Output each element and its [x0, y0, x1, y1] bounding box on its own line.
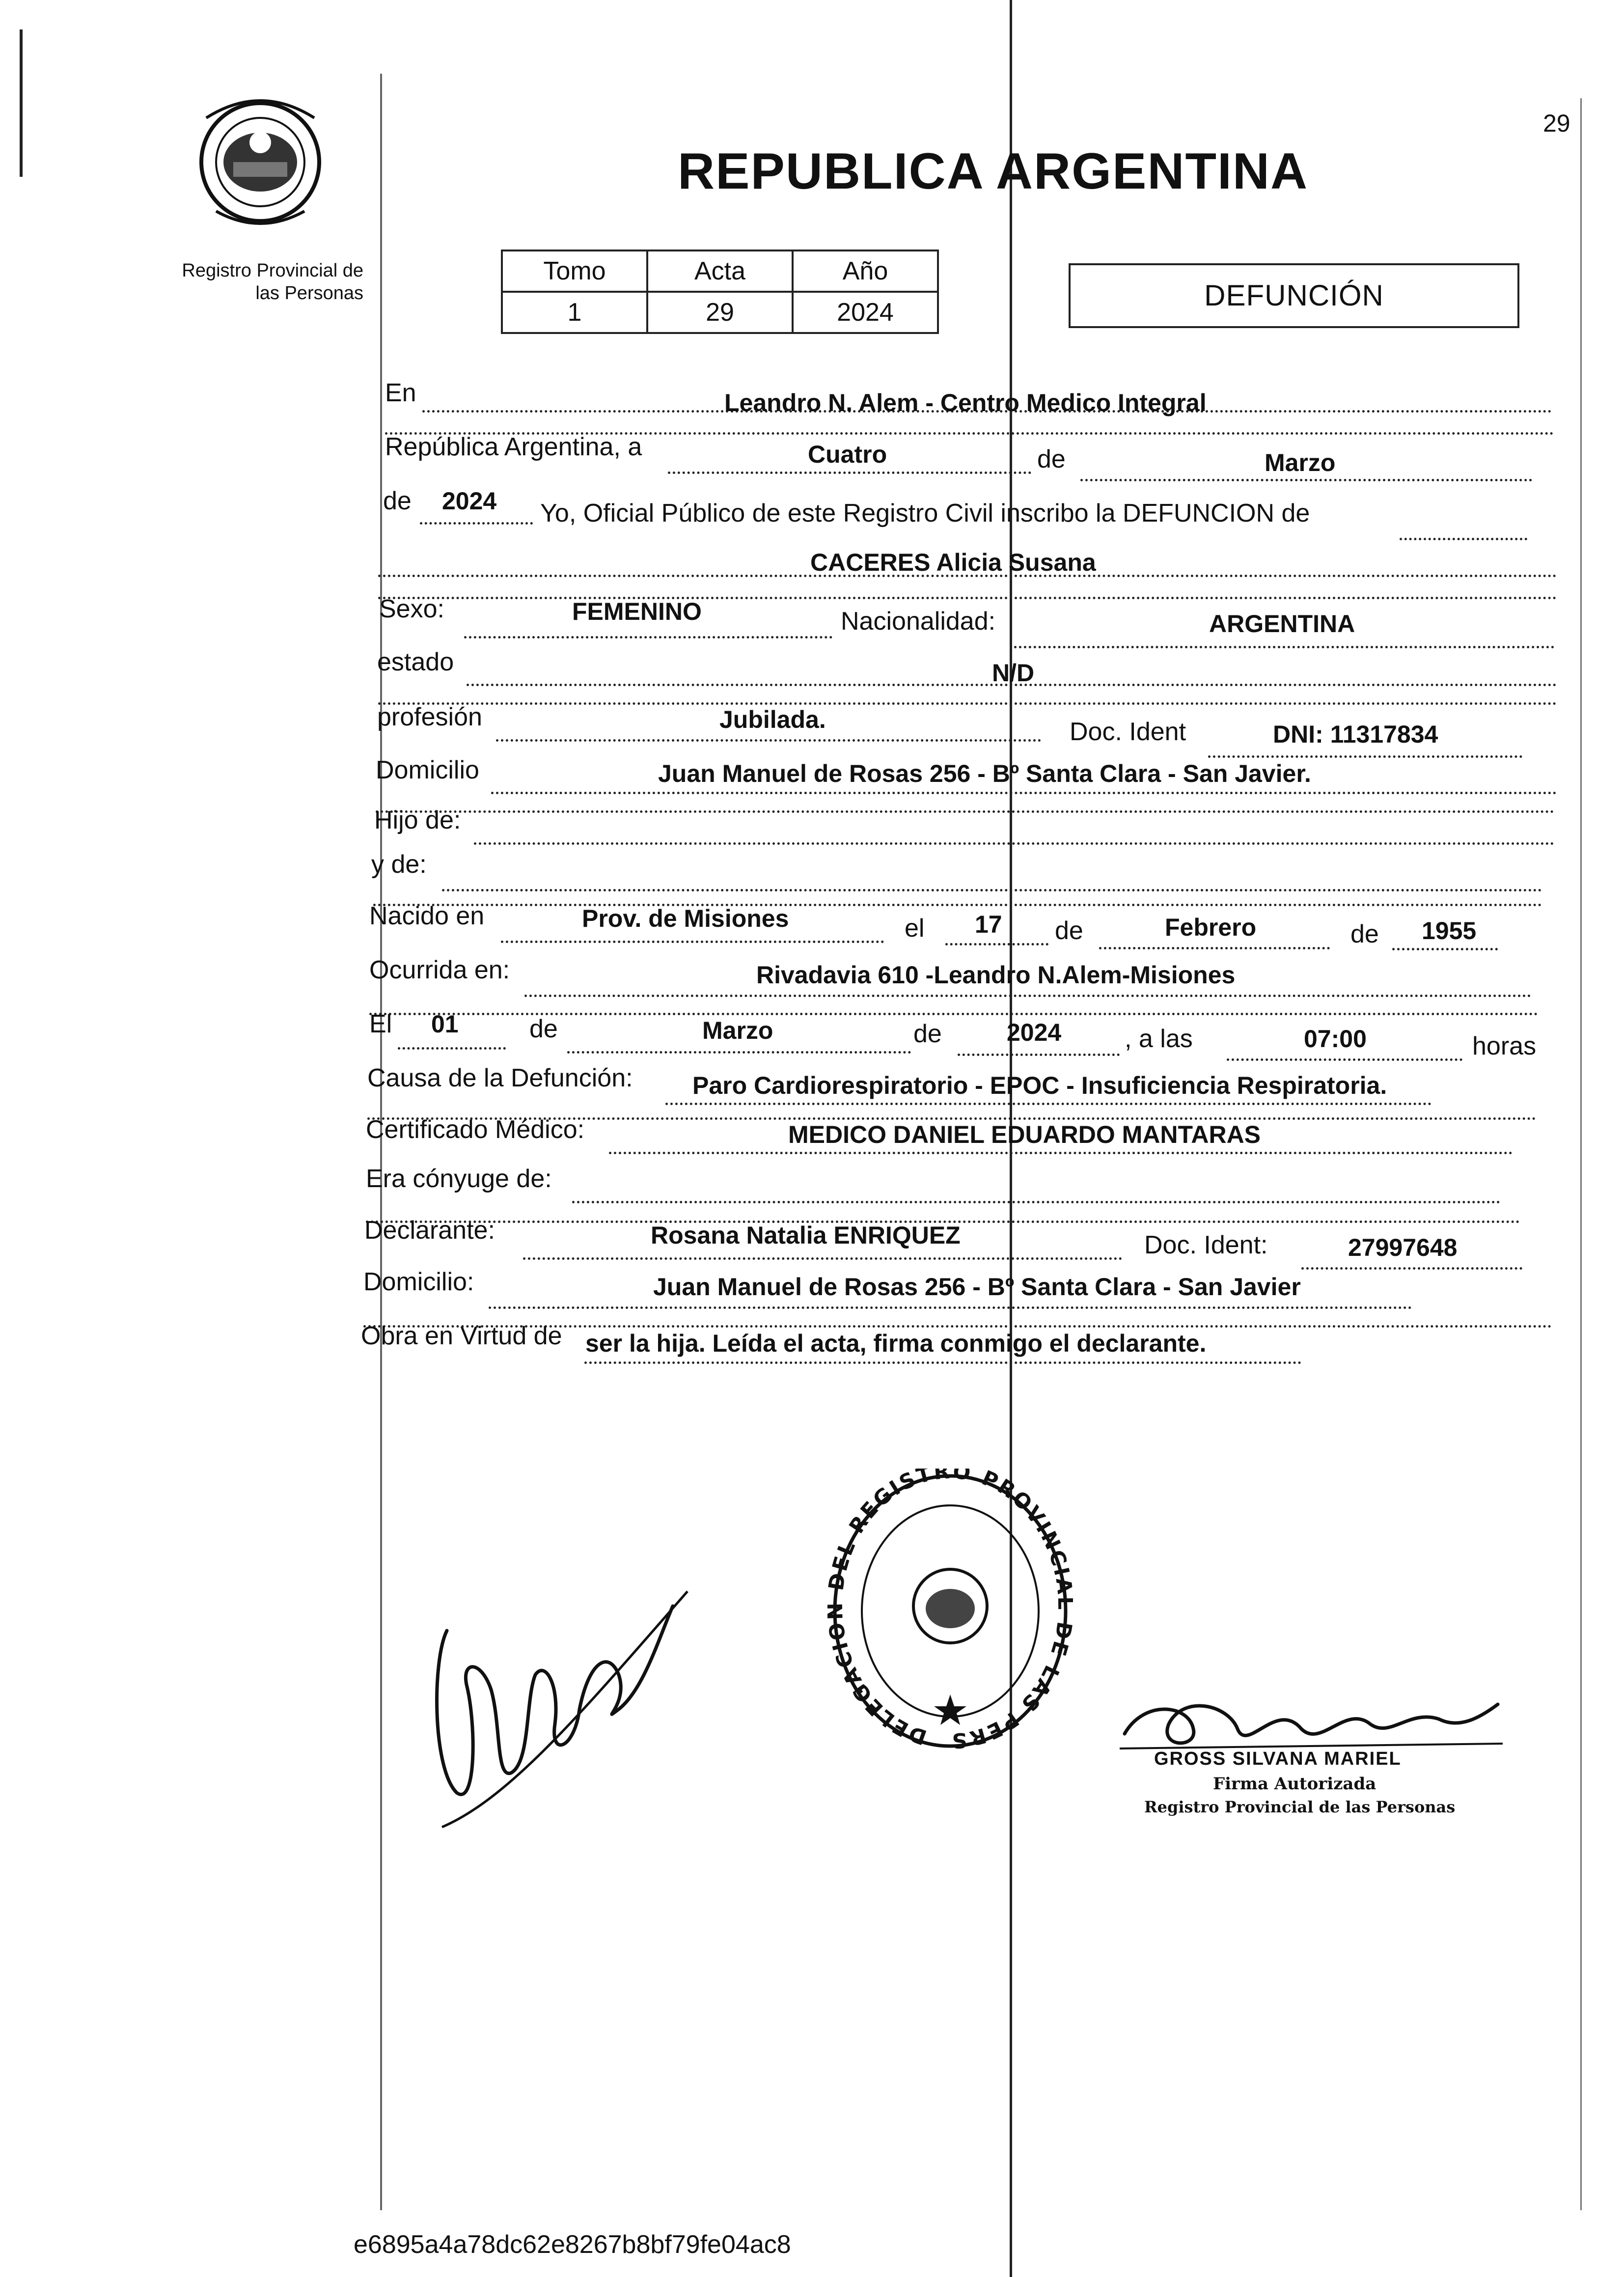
- certificado-value: MEDICO DANIEL EDUARDO MANTARAS: [788, 1121, 1261, 1148]
- de-label-4: de: [1350, 920, 1379, 948]
- certificado-label: Certificado Médico:: [366, 1115, 585, 1144]
- registrar-signature: [1115, 1690, 1508, 1758]
- doc-ident2-label: Doc. Ident:: [1144, 1231, 1268, 1259]
- value-acta: 29: [647, 292, 793, 333]
- de-label-5: de: [529, 1015, 558, 1043]
- domicilio-dots-2: [376, 810, 1554, 813]
- declarante-value: Rosana Natalia ENRIQUEZ: [651, 1222, 961, 1249]
- yde-label: y de:: [371, 850, 427, 879]
- registry-label: [138, 259, 363, 305]
- nac-mes: Febrero: [1165, 914, 1257, 941]
- profesion-dots: [496, 739, 1041, 742]
- declarante-label: Declarante:: [364, 1216, 495, 1245]
- yde-dots-2: [373, 904, 1542, 906]
- nacionalidad-label: Nacionalidad:: [841, 607, 996, 636]
- dia-dots: [668, 472, 1031, 474]
- declarant-signature: [413, 1562, 707, 1837]
- mes-dots: [1080, 479, 1532, 481]
- scan-edge-line: [20, 29, 23, 177]
- right-edge-line: [1580, 98, 1582, 2210]
- fall-dia-dots: [398, 1047, 506, 1050]
- de-label-2: de: [383, 487, 412, 515]
- en-value: Leandro N. Alem - Centro Medico Integral: [724, 389, 1207, 417]
- nacido-dots: [501, 941, 884, 943]
- de-label-6: de: [913, 1020, 942, 1048]
- domicilio2-value: Juan Manuel de Rosas 256 - Bº Santa Clara - San Javier: [653, 1273, 1301, 1301]
- document-type-box: [1069, 263, 1519, 328]
- fall-dia: 01: [431, 1010, 459, 1038]
- acta-table: [501, 250, 939, 334]
- hora-dots: [1227, 1058, 1462, 1061]
- registrar-registry: Registro Provincial de las Personas: [1144, 1798, 1456, 1816]
- yo-text: Yo, Oficial Público de este Registro Civil inscribo la DEFUNCION de: [540, 499, 1310, 528]
- nombre-value: CACERES Alicia Susana: [810, 549, 1096, 576]
- domicilio-value: Juan Manuel de Rosas 256 - Bº Santa Clara - San Javier.: [658, 760, 1311, 787]
- header-acta: Acta: [647, 250, 793, 292]
- registry-label-line1: Registro Provincial de: [182, 260, 363, 281]
- nac-mes-dots: [1099, 947, 1330, 949]
- doc-ident2-dots: [1301, 1267, 1522, 1270]
- fall-mes: Marzo: [702, 1017, 773, 1044]
- document-type: DEFUNCIÓN: [1204, 279, 1384, 312]
- document-hash: e6895a4a78dc62e8267b8bf79fe04ac8: [354, 2230, 791, 2259]
- estado-value: N/D: [992, 659, 1035, 687]
- mes-value: Marzo: [1265, 449, 1336, 476]
- header-tomo: Tomo: [502, 250, 647, 292]
- sexo-dots: [464, 636, 832, 639]
- estado-label: estado: [377, 648, 454, 676]
- nacionalidad-dots: [1014, 646, 1554, 648]
- nac-dia: 17: [975, 911, 1002, 938]
- estado-dots-2: [378, 702, 1557, 705]
- conyuge-label: Era cónyuge de:: [366, 1165, 552, 1193]
- domicilio2-dots: [489, 1306, 1412, 1309]
- anio-dots: [420, 522, 533, 525]
- declarante-dots: [523, 1257, 1122, 1260]
- domicilio-dots: [491, 792, 1557, 794]
- el-cap-label: El: [369, 1010, 392, 1038]
- de-label-3: de: [1055, 916, 1083, 945]
- fall-mes-dots: [567, 1051, 911, 1054]
- value-tomo: 1: [502, 292, 647, 333]
- en-label: En: [385, 379, 416, 407]
- a-las-label: , a las: [1125, 1025, 1193, 1053]
- ocurrida-label: Ocurrida en:: [369, 956, 510, 984]
- header-anio: Año: [793, 250, 938, 292]
- nombre-dots-2: [378, 597, 1557, 599]
- hijo-dots: [474, 842, 1554, 845]
- nacionalidad-value: ARGENTINA: [1209, 610, 1355, 638]
- doc-ident-label: Doc. Ident: [1070, 718, 1186, 746]
- domicilio-label: Domicilio: [376, 756, 479, 784]
- nac-anio: 1955: [1422, 917, 1477, 944]
- causa-value: Paro Cardiorespiratorio - EPOC - Insuficiencia Respiratoria.: [692, 1072, 1387, 1099]
- doc-ident2-value: 27997648: [1348, 1234, 1458, 1261]
- dia-value: Cuatro: [808, 441, 887, 468]
- horas-label: horas: [1472, 1032, 1537, 1060]
- causa-dots: [665, 1103, 1431, 1105]
- causa-label: Causa de la Defunción:: [367, 1064, 633, 1092]
- registry-label-line2: las Personas: [255, 283, 363, 304]
- fall-anio: 2024: [1007, 1019, 1062, 1046]
- ocurrida-value: Rivadavia 610 -Leandro N.Alem-Misiones: [756, 961, 1236, 989]
- republica-label: República Argentina, a: [385, 433, 642, 461]
- hijo-label: Hijo de:: [374, 806, 461, 834]
- anio-value: 2024: [442, 487, 497, 515]
- page-title: REPUBLICA ARGENTINA: [678, 143, 1309, 200]
- obra-dots: [584, 1361, 1301, 1364]
- registrar-name: GROSS SILVANA MARIEL: [1154, 1749, 1402, 1769]
- hora-value: 07:00: [1304, 1025, 1367, 1053]
- certificado-dots: [609, 1152, 1513, 1154]
- nacido-value: Prov. de Misiones: [582, 905, 789, 932]
- de-label-1: de: [1037, 445, 1066, 473]
- el-label: el: [905, 914, 925, 943]
- official-stamp: [827, 1469, 1073, 1763]
- conyuge-dots: [572, 1201, 1500, 1203]
- yde-dots: [442, 889, 1542, 891]
- profesion-label: profesión: [377, 703, 482, 731]
- provincia-logo: [187, 88, 334, 236]
- fall-anio-dots: [958, 1054, 1120, 1056]
- sexo-label: Sexo:: [379, 595, 444, 623]
- doc-ident-dots: [1208, 755, 1522, 758]
- nacido-label: Nacido en: [369, 902, 485, 930]
- doc-ident-value: DNI: 11317834: [1273, 721, 1438, 748]
- obra-value: ser la hija. Leída el acta, firma conmigo el declarante.: [585, 1330, 1207, 1357]
- value-anio: 2024: [793, 292, 938, 333]
- page-number: 29: [1543, 110, 1570, 137]
- sexo-value: FEMENINO: [572, 598, 702, 625]
- stamp-ring-text: DELEGACI EL REGISTRO PROVINCI E LAS PERS: [827, 1469, 1073, 1753]
- registrar-role: Firma Autorizada: [1213, 1774, 1376, 1794]
- nac-dia-dots: [945, 943, 1048, 945]
- yo-dots: [1400, 538, 1527, 540]
- profesion-value: Jubilada.: [719, 706, 826, 733]
- nac-anio-dots: [1392, 948, 1498, 950]
- obra-label: Obra en Virtud de: [361, 1322, 562, 1350]
- ocurrida-dots: [524, 995, 1531, 997]
- domicilio2-label: Domicilio:: [363, 1268, 474, 1296]
